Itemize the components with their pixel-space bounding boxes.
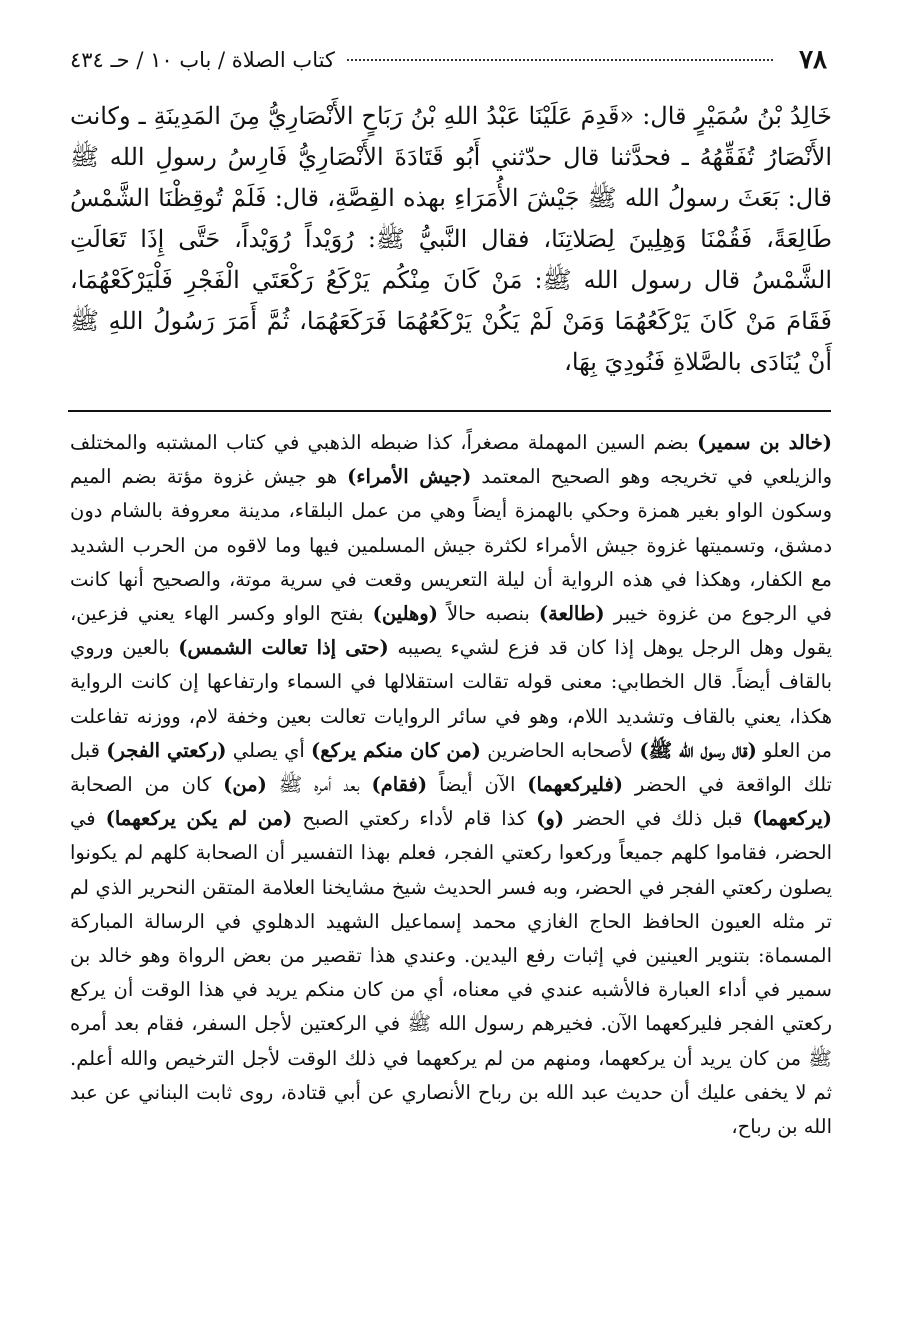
commentary-text: قبل تلك الواقعة في الحضر [70, 738, 832, 797]
hadith-text-block [70, 96, 832, 383]
commentary-bold-term: (من لم يكن يركعهما) [105, 807, 293, 831]
commentary-bold-term: (و) [536, 807, 565, 831]
commentary-bold-term: (ركعتي الفجر) [106, 738, 227, 762]
commentary-bold-term: (من كان منكم يركع) [311, 738, 481, 762]
commentary-text: لأصحابه الحاضرين [480, 738, 640, 762]
commentary-block [70, 426, 832, 1144]
commentary-text: كذا قام لأداء ركعتي الصبح [292, 807, 537, 831]
header-dotted-leader [347, 59, 773, 61]
commentary-text: كان من الصحابة [70, 773, 224, 797]
page-number: ٧٨ [799, 45, 827, 75]
footnote-divider [68, 410, 831, 412]
hadith-paragraph: خَالِدُ بْنُ سُمَيْرٍ قال: «قَدِمَ عَلَيْنَا عَبْدُ اللهِ بْنُ رَبَاحٍ الأَنْصَارِيُّ مِنَ المَدِينَةِ ـ وكانت الأَنْصَارُ تُفَقِّهُهُ ـ فحدَّثنا قال حدّثني أَبُو قَتَادَةَ الأَنْصَارِيُّ فَارِسُ رسولِ الله ﷺ قال: بَعَثَ رسولُ الله ﷺ جَيْشَ الأُمَرَاءِ بهذه القِصَّةِ، قال: فَلَمْ تُوقِظْنَا الشَّمْسُ طَالِعَةً، فَقُمْنَا وَهِلِينَ لِصَلاتِنَا، فقال النَّبيُّ ﷺ: رُوَيْداً رُوَيْداً، حَتَّى إِذَا تَعَالَتِ الشَّمْسُ قال رسول الله ﷺ: مَنْ كَانَ مِنْكُم يَرْكَعُ رَكْعَتَي الْفَجْرِ فَلْيَرْكَعْهُمَا، فَقَامَ مَنْ كَانَ يَرْكَعُهُمَا وَمَنْ لَمْ يَكُنْ يَرْكَعُهُمَا فَرَكَعَهُمَا، ثُمَّ أَمَرَ رَسُولُ اللهِ ﷺ أَنْ يُنَادَى بالصَّلاةِ فَنُودِيَ بِهَا، [70, 102, 832, 376]
commentary-bold-term: (من) [223, 773, 267, 797]
commentary-text: بنصبه حالاً [437, 602, 539, 626]
commentary-bold-term: (وهلين) [372, 602, 438, 626]
commentary-text: بفتح الواو وكسر الهاء يعني فزعين، يقول وهل الرجل يوهل إذا كان قد فزع لشيء يصيبه [70, 602, 832, 660]
page-header [70, 42, 827, 78]
commentary-bold-term: (يركعهما) [752, 807, 833, 831]
commentary-text: الآن أيضاً [427, 773, 528, 797]
commentary-text: أي يصلي [226, 738, 312, 762]
commentary-bold-term: (قال رسول الله ﷺ) [639, 738, 757, 762]
commentary-bold-term: (حتى إذا تعالت الشمس) [178, 636, 389, 660]
commentary-bold-term: (خالد بن سمير) [697, 431, 832, 454]
commentary-bold-term: (طالعة) [538, 602, 605, 626]
commentary-text: بضم السين المهملة مصغراً، كذا ضبطه الذهبي في كتاب المشتبه والمختلف والزيلعي في تخريجه وهو الصحيح المعتمد [70, 431, 833, 489]
commentary-text: بعد أمره ﷺ [266, 773, 372, 797]
commentary-text: في الحضر، فقاموا كلهم جميعاً وركعوا ركعتي الفجر، فعلم بهذا التفسير أن الصحابة كلهم لم يكونوا يصلون ركعتي الفجر في الحضر، وبه فسر الحديث شيخ مشايخنا العلامة المتقن النحرير الذي لم تر مثله العيون الحافظ الحاج الغازي محمد إسماعيل الشهيد الدهلوي في الرسالة المباركة المسماة: بتنوير العينين في إثبات رفع اليدين. وعندي هذا تقصير من بعض الرواة وهو خالد بن سمير في أداء العبارة فالأشبه عندي في معناه، أي من كان منكم يريد في هذا الوقت أن يركع ركعتي الفجر فليركعهما الآن. فخيرهم رسول الله ﷺ في الركعتين لأجل السفر، فقام بعد أمره ﷺ من كان يريد أن يركعهما، ومنهم من لم يركعهما في ذلك الوقت لأجل الترخيص والله أعلم. ثم لا يخفى عليك أن حديث عبد الله بن رباح الأنصاري عن أبي قتادة، روى ثابت البناني عن عبد الله بن رباح، [70, 807, 832, 1139]
commentary-text: قبل ذلك في الحضر [564, 807, 753, 831]
running-title: كتاب الصلاة / باب ١٠ / حـ ٤٣٤ [70, 48, 335, 72]
commentary-text: بالعين وروي بالقاف أيضاً. قال الخطابي: معنى قوله تقالت استقلالها في السماء وارتفاعها إن كانت الرواية هكذا، يعني بالقاف وتشديد اللام، وهو في سائر الروايات تعالت بعين وخفة لام، ووزنه تفاعلت من العلو [70, 636, 832, 762]
commentary-bold-term: (فليركعهما) [527, 773, 624, 797]
commentary-bold-term: (فقام) [371, 773, 428, 797]
commentary-text: هو جيش غزوة مؤتة بضم الميم وسكون الواو بغير همزة وحكي بالهمزة أيضاً وهي من عمل البلقاء، مدينة معروفة بالشام دون دمشق، وتسميتها غزوة جيش الأمراء لكثرة جيش المسلمين فيها وما لاقوه من الحرب الشديد مع الكفار، وهكذا في هذه الرواية أن ليلة التعريس وقعت في سرية موتة، والصحيح أنها كانت في الرجوع من غزوة خيبر [70, 465, 832, 626]
commentary-paragraph [70, 426, 832, 1144]
commentary-bold-term: (جيش الأمراء) [347, 465, 472, 489]
